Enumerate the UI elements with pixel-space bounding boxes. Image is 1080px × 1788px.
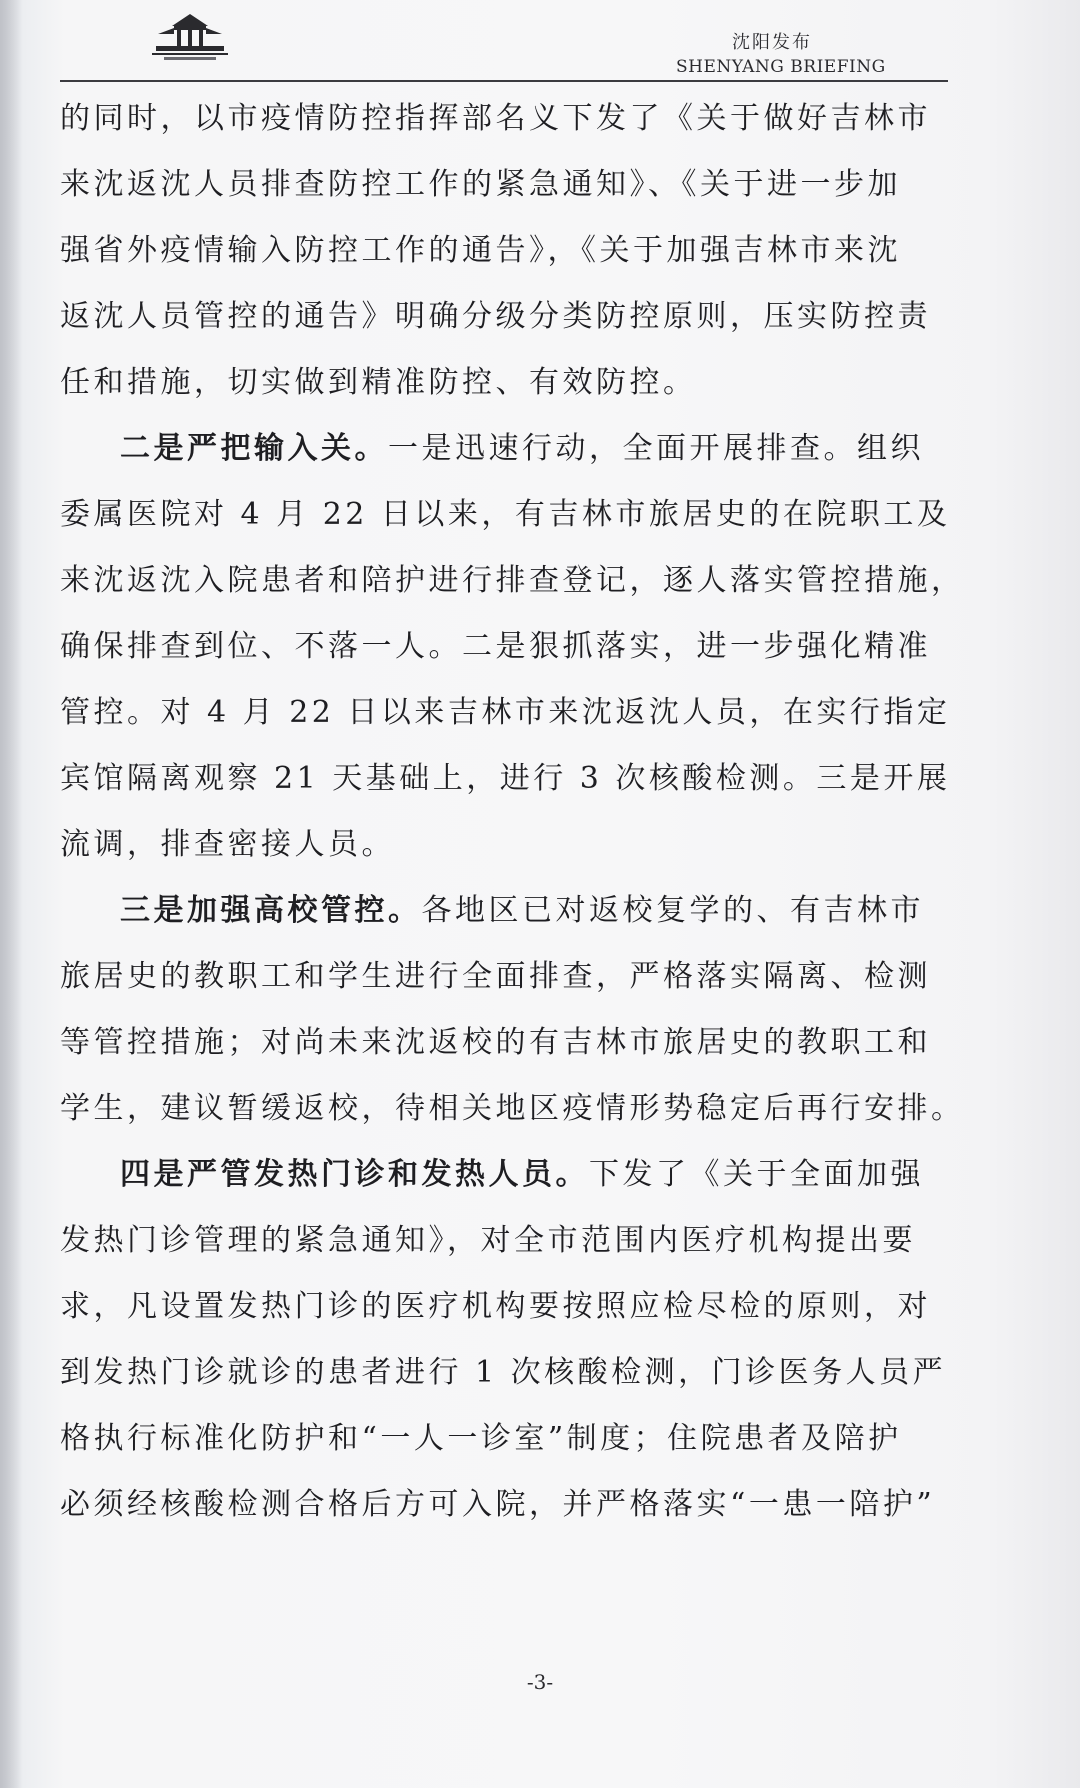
paragraph-lead: 三是加强高校管控。 [120, 893, 422, 928]
header-divider [60, 80, 948, 82]
body-line: 管控。对 4 月 22 日以来吉林市来沈返沈人员，在实行指定 [60, 695, 951, 730]
paragraph-first-line [60, 416, 1005, 482]
body-line: 等管控措施；对尚未来沈返校的有吉林市旅居史的教职工和 [60, 1025, 931, 1060]
body-line: 旅居史的教职工和学生进行全面排查，严格落实隔离、检测 [60, 959, 931, 994]
body-line: 的同时，以市疫情防控指挥部名义下发了《关于做好吉林市 [60, 101, 931, 136]
body-line: 流调，排查密接人员。 [60, 827, 395, 862]
body-line: 宾馆隔离观察 21 天基础上，进行 3 次核酸检测。三是开展 [60, 761, 951, 796]
paragraph-lead: 二是严把输入关。 [120, 431, 388, 466]
brand-name-en: SHENYANG BRIEFING [676, 57, 886, 77]
document-body [60, 86, 1005, 1538]
document-header [0, 0, 1080, 95]
body-line: 发热门诊管理的紧急通知》，对全市范围内医疗机构提出要 [60, 1223, 916, 1258]
paragraph-text: 一是迅速行动，全面开展排查。组织 [388, 431, 924, 466]
body-line: 学生，建议暂缓返校，待相关地区疫情形势稳定后再行安排。 [60, 1091, 965, 1126]
body-line: 来沈返沈人员排查防控工作的紧急通知》、《关于进一步加 [60, 167, 901, 202]
body-line: 强省外疫情输入防控工作的通告》，《关于加强吉林市来沈 [60, 233, 901, 268]
brand-name-cn: 沈阳发布 [732, 32, 812, 53]
body-line: 返沈人员管控的通告》明确分级分类防控原则，压实防控责 [60, 299, 931, 334]
body-line: 格执行标准化防护和“一人一诊室”制度；住院患者及陪护 [60, 1421, 902, 1456]
body-line: 任和措施，切实做到精准防控、有效防控。 [60, 365, 697, 400]
body-line: 必须经核酸检测合格后方可入院，并严格落实“一患一陪护” [60, 1487, 936, 1522]
body-line: 求，凡设置发热门诊的医疗机构要按照应检尽检的原则，对 [60, 1289, 931, 1324]
paragraph-first-line [60, 1142, 1005, 1208]
building-emblem-icon [150, 12, 230, 62]
paragraph-text: 下发了《关于全面加强 [589, 1157, 924, 1192]
page-edge-shadow [0, 0, 22, 1788]
body-line: 委属医院对 4 月 22 日以来，有吉林市旅居史的在院职工及 [60, 497, 951, 532]
paragraph-first-line [60, 878, 1005, 944]
page-number: -3- [526, 1670, 554, 1694]
body-line: 来沈返沈入院患者和陪护进行排查登记，逐人落实管控措施， [60, 563, 965, 598]
paragraph-lead: 四是严管发热门诊和发热人员。 [120, 1157, 589, 1192]
body-line: 到发热门诊就诊的患者进行 1 次核酸检测，门诊医务人员严 [60, 1355, 947, 1390]
body-line: 确保排查到位、不落一人。二是狠抓落实，进一步强化精准 [60, 629, 931, 664]
paragraph-text: 各地区已对返校复学的、有吉林市 [421, 893, 924, 928]
